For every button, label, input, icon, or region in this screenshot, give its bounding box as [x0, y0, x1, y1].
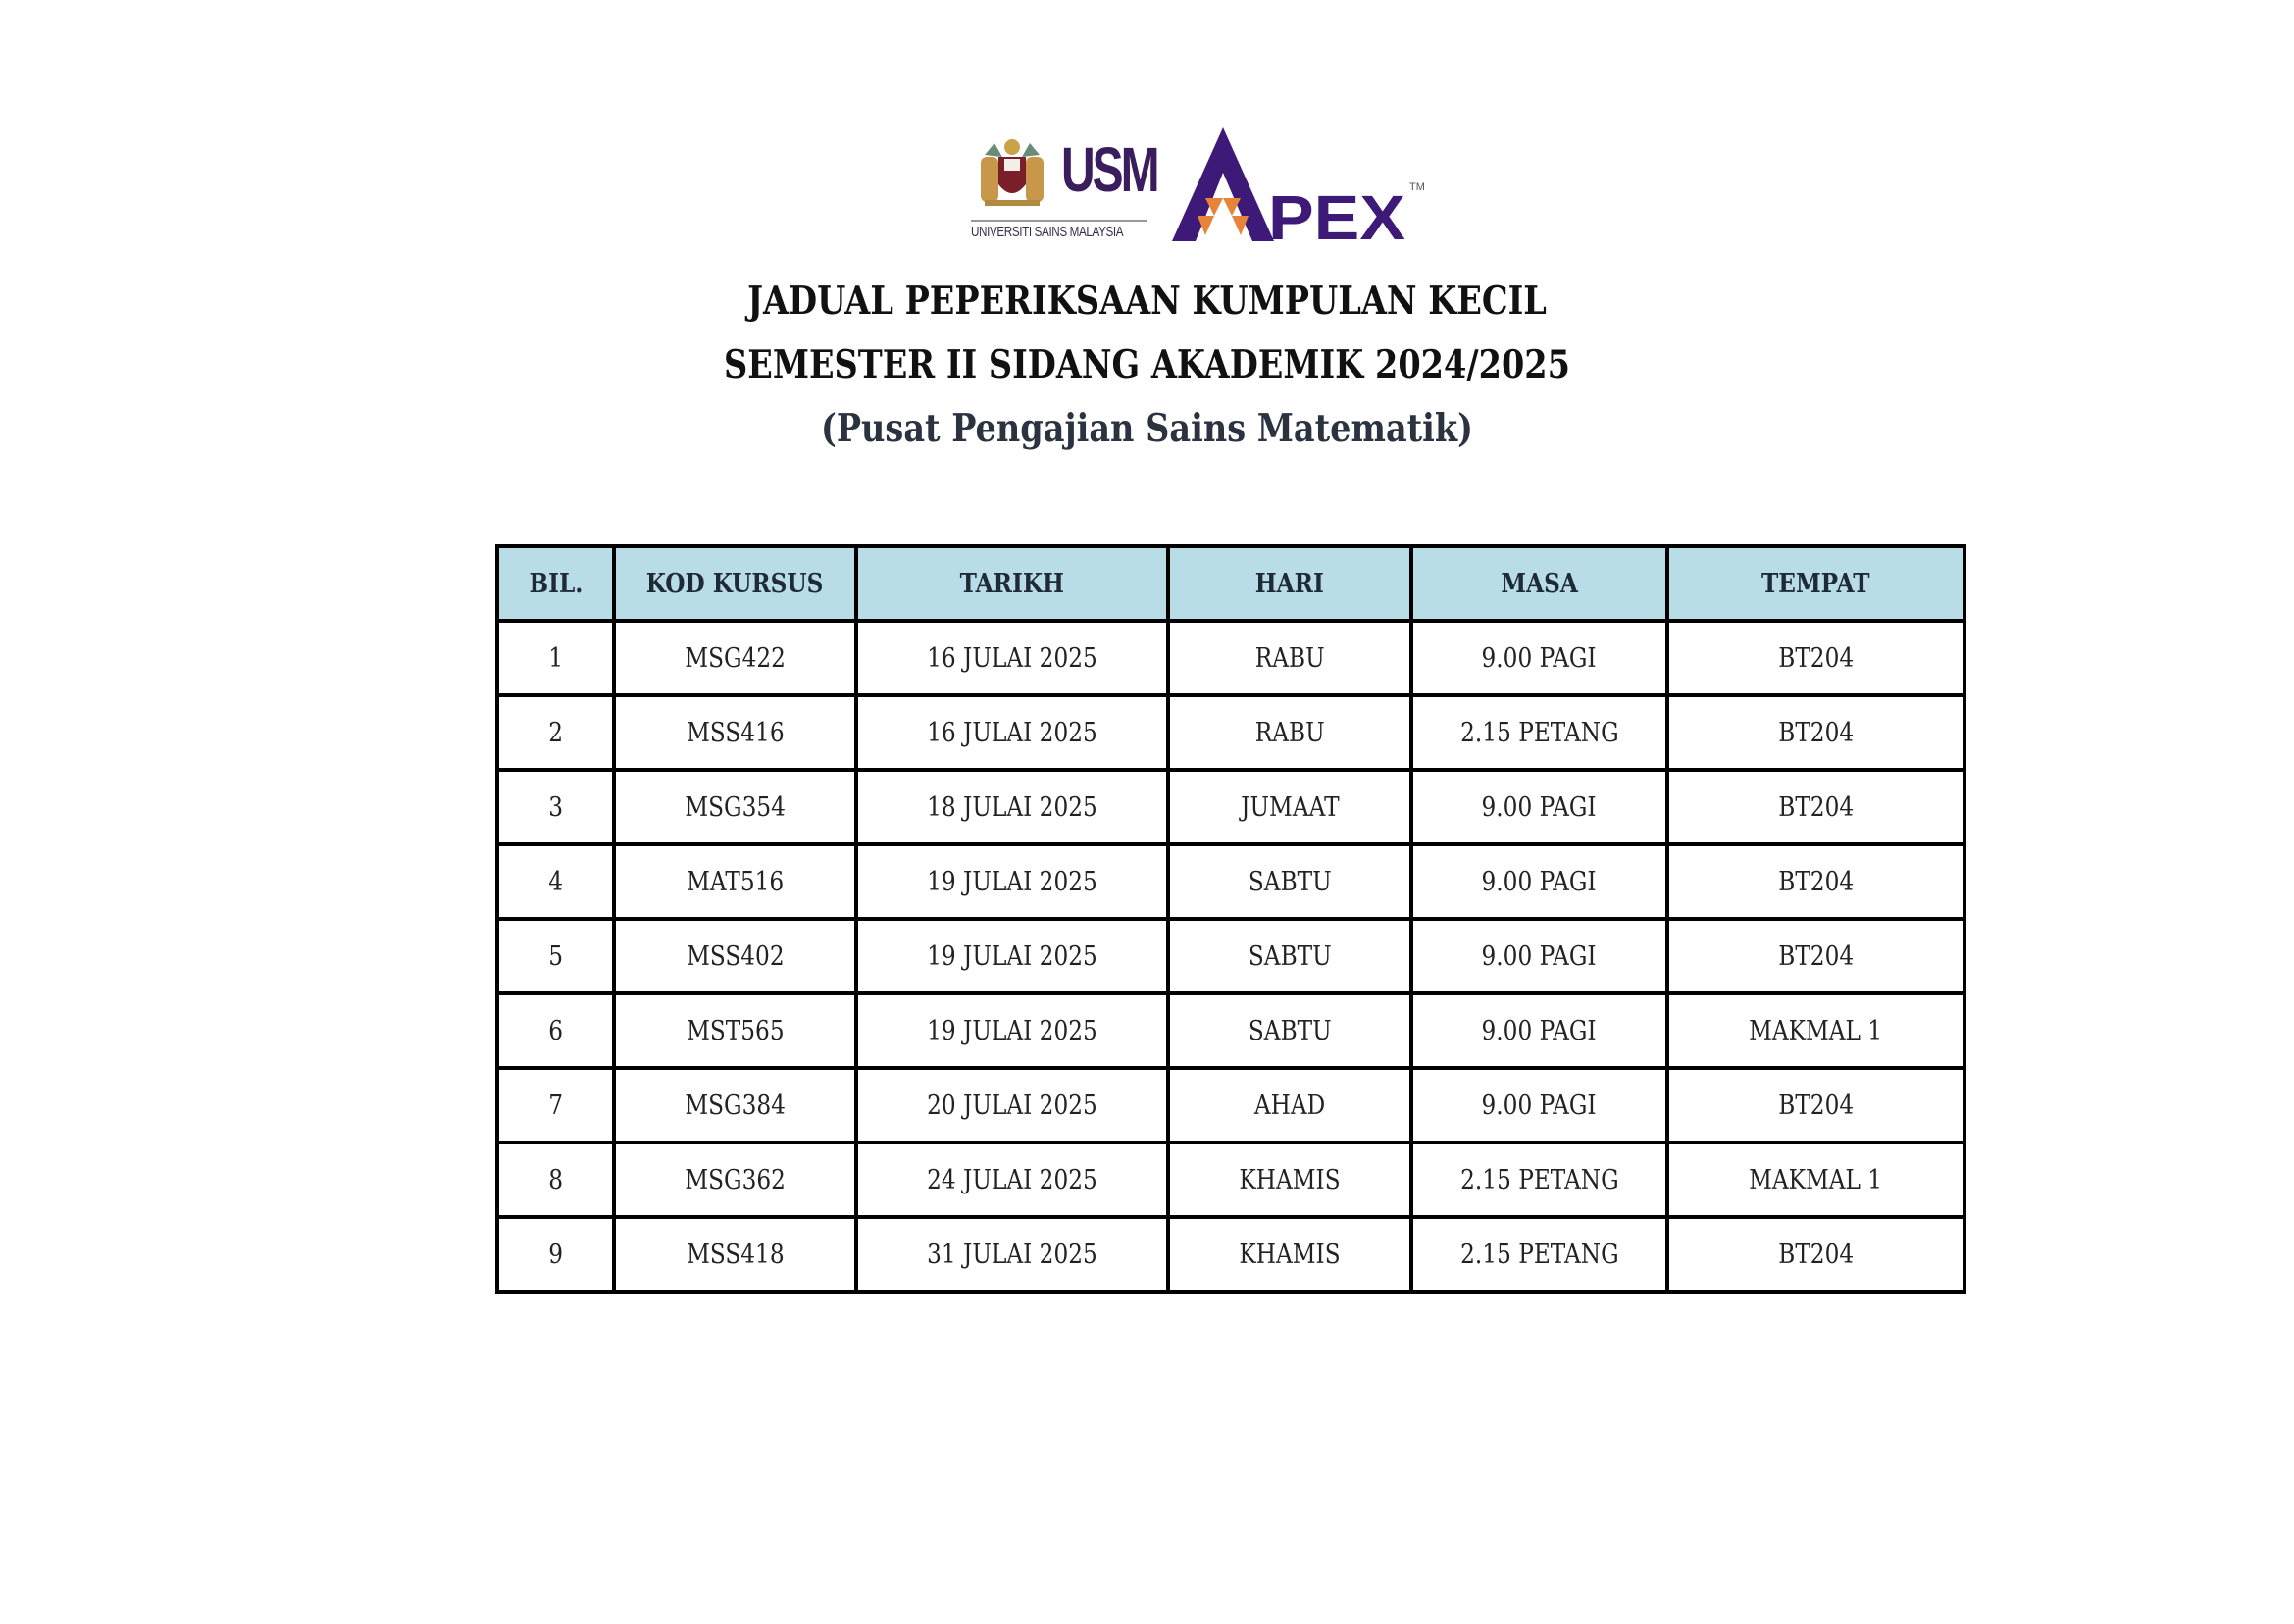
table-row — [497, 1217, 1964, 1292]
cell-text: BT204 — [1778, 642, 1854, 674]
cell-bil — [497, 621, 614, 695]
cell-text: SABTU — [1248, 1015, 1332, 1046]
cell-bil — [497, 1068, 614, 1142]
column-header-label: TEMPAT — [1761, 568, 1870, 599]
cell-text: BT204 — [1778, 1239, 1854, 1270]
apex-logo — [1172, 126, 1427, 245]
column-header-tarikh — [856, 546, 1168, 621]
cell-text: BT204 — [1778, 791, 1854, 823]
cell-text: MSS418 — [686, 1239, 785, 1270]
cell-hari — [1168, 844, 1411, 919]
cell-text: 2.15 PETANG — [1459, 1239, 1619, 1270]
cell-masa — [1411, 993, 1667, 1068]
column-header-label: BIL. — [529, 568, 583, 599]
cell-text: 9.00 PAGI — [1481, 866, 1598, 897]
cell-text: 2.15 PETANG — [1459, 1164, 1619, 1195]
cell-text: MSG384 — [685, 1090, 786, 1121]
cell-text: BT204 — [1778, 717, 1854, 748]
usm-wordmark: USM — [1061, 134, 1157, 205]
table-row — [497, 1142, 1964, 1217]
table-row — [497, 621, 1964, 695]
cell-text: MAKMAL 1 — [1749, 1015, 1883, 1046]
cell-text: BT204 — [1778, 866, 1854, 897]
cell-text: MSG362 — [685, 1164, 786, 1195]
cell-tempat — [1667, 1217, 1964, 1292]
usm-divider — [971, 220, 1147, 222]
table-row — [497, 993, 1964, 1068]
cell-text: KHAMIS — [1239, 1164, 1341, 1195]
column-header-kod-kursus — [614, 546, 856, 621]
cell-text: 9.00 PAGI — [1481, 1015, 1598, 1046]
cell-kod-kursus — [614, 695, 856, 770]
cell-tarikh — [856, 695, 1168, 770]
cell-bil — [497, 1217, 614, 1292]
cell-text: 9.00 PAGI — [1481, 940, 1598, 972]
cell-kod-kursus — [614, 1217, 856, 1292]
cell-text: 4 — [548, 866, 563, 897]
cell-hari — [1168, 621, 1411, 695]
cell-tempat — [1667, 844, 1964, 919]
cell-text: MSG354 — [685, 791, 786, 823]
cell-text: 24 JULAI 2025 — [927, 1164, 1097, 1195]
cell-text: BT204 — [1778, 940, 1854, 972]
cell-text: MAT516 — [686, 866, 785, 897]
cell-text: BT204 — [1778, 1090, 1854, 1121]
cell-text: 31 JULAI 2025 — [927, 1239, 1097, 1270]
cell-bil — [497, 1142, 614, 1217]
cell-text: AHAD — [1253, 1090, 1326, 1121]
cell-text: 9 — [548, 1239, 563, 1270]
table-row — [497, 1068, 1964, 1142]
cell-text: 16 JULAI 2025 — [927, 717, 1097, 748]
cell-tempat — [1667, 770, 1964, 844]
cell-tarikh — [856, 919, 1168, 993]
column-header-masa — [1411, 546, 1667, 621]
cell-text: SABTU — [1248, 940, 1332, 972]
cell-masa — [1411, 695, 1667, 770]
cell-masa — [1411, 1142, 1667, 1217]
cell-masa — [1411, 770, 1667, 844]
table-row — [497, 919, 1964, 993]
cell-text: 19 JULAI 2025 — [927, 866, 1097, 897]
cell-tempat — [1667, 1142, 1964, 1217]
cell-kod-kursus — [614, 844, 856, 919]
cell-text: SABTU — [1248, 866, 1332, 897]
cell-text: 9.00 PAGI — [1481, 791, 1598, 823]
cell-tarikh — [856, 770, 1168, 844]
cell-tarikh — [856, 993, 1168, 1068]
cell-masa — [1411, 919, 1667, 993]
cell-hari — [1168, 770, 1411, 844]
cell-kod-kursus — [614, 993, 856, 1068]
cell-text: MST565 — [686, 1015, 785, 1046]
cell-kod-kursus — [614, 621, 856, 695]
cell-kod-kursus — [614, 770, 856, 844]
cell-bil — [497, 993, 614, 1068]
usm-logo — [971, 131, 1157, 245]
cell-hari — [1168, 919, 1411, 993]
cell-text: RABU — [1254, 717, 1325, 748]
cell-text: 16 JULAI 2025 — [927, 642, 1097, 674]
cell-text: MSS416 — [686, 717, 785, 748]
exam-schedule-table — [495, 544, 1966, 1294]
cell-tarikh — [856, 844, 1168, 919]
cell-masa — [1411, 844, 1667, 919]
cell-tempat — [1667, 1068, 1964, 1142]
cell-text: MSS402 — [686, 940, 785, 972]
cell-text: 3 — [548, 791, 563, 823]
table-row — [497, 695, 1964, 770]
cell-text: 20 JULAI 2025 — [927, 1090, 1097, 1121]
cell-text: 9.00 PAGI — [1481, 1090, 1598, 1121]
cell-hari — [1168, 993, 1411, 1068]
cell-kod-kursus — [614, 1068, 856, 1142]
cell-text: 9.00 PAGI — [1481, 642, 1598, 674]
table-row — [497, 770, 1964, 844]
column-header-label: MASA — [1501, 568, 1578, 599]
cell-text: RABU — [1254, 642, 1325, 674]
cell-bil — [497, 695, 614, 770]
cell-masa — [1411, 1068, 1667, 1142]
cell-text: 1 — [548, 642, 563, 674]
column-header-tempat — [1667, 546, 1964, 621]
cell-tempat — [1667, 695, 1964, 770]
title-line-1: JADUAL PEPERIKSAAN KUMPULAN KECIL — [747, 279, 1547, 324]
svg-text:PEX: PEX — [1268, 182, 1406, 245]
cell-text: 5 — [548, 940, 563, 972]
cell-kod-kursus — [614, 1142, 856, 1217]
title-line-3: (Pusat Pengajian Sains Matematik) — [820, 406, 1474, 451]
cell-text: 19 JULAI 2025 — [927, 940, 1097, 972]
cell-bil — [497, 770, 614, 844]
cell-masa — [1411, 1217, 1667, 1292]
cell-text: 8 — [548, 1164, 563, 1195]
usm-crest-icon — [975, 135, 1049, 210]
cell-tempat — [1667, 993, 1964, 1068]
cell-tarikh — [856, 1068, 1168, 1142]
table-header-row — [497, 546, 1964, 621]
usm-subtitle: UNIVERSITI SAINS MALAYSIA — [971, 224, 1124, 240]
cell-text: 7 — [548, 1090, 563, 1121]
table-row — [497, 844, 1964, 919]
cell-text: MSG422 — [685, 642, 786, 674]
cell-text: KHAMIS — [1239, 1239, 1341, 1270]
cell-hari — [1168, 1068, 1411, 1142]
cell-tempat — [1667, 919, 1964, 993]
cell-tempat — [1667, 621, 1964, 695]
cell-hari — [1168, 1217, 1411, 1292]
cell-text: 2.15 PETANG — [1459, 717, 1619, 748]
cell-text: MAKMAL 1 — [1749, 1164, 1883, 1195]
column-header-label: KOD KURSUS — [646, 568, 824, 599]
column-header-hari — [1168, 546, 1411, 621]
cell-tarikh — [856, 1217, 1168, 1292]
cell-tarikh — [856, 621, 1168, 695]
cell-text: 6 — [548, 1015, 563, 1046]
cell-kod-kursus — [614, 919, 856, 993]
cell-hari — [1168, 1142, 1411, 1217]
cell-bil — [497, 844, 614, 919]
column-header-label: TARIKH — [959, 568, 1065, 599]
column-header-bil — [497, 546, 614, 621]
cell-text: JUMAAT — [1240, 791, 1340, 823]
cell-text: 18 JULAI 2025 — [927, 791, 1097, 823]
cell-text: 2 — [548, 717, 563, 748]
title-line-2: SEMESTER II SIDANG AKADEMIK 2024/2025 — [724, 342, 1570, 387]
cell-hari — [1168, 695, 1411, 770]
cell-masa — [1411, 621, 1667, 695]
logo-banner — [971, 126, 1432, 245]
cell-tarikh — [856, 1142, 1168, 1217]
svg-text:TM: TM — [1409, 181, 1425, 193]
cell-text: 19 JULAI 2025 — [927, 1015, 1097, 1046]
cell-bil — [497, 919, 614, 993]
column-header-label: HARI — [1254, 568, 1325, 599]
